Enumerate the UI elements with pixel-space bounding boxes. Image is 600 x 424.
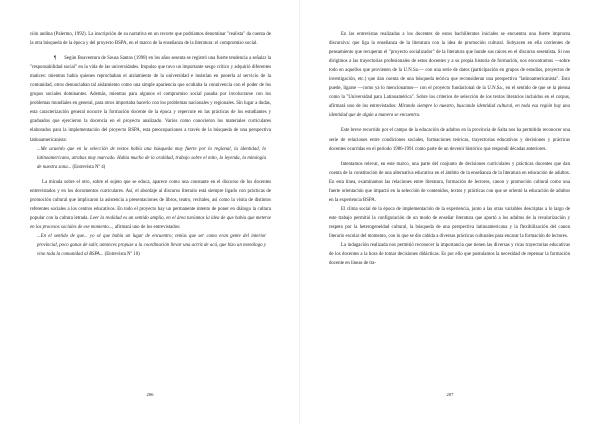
paragraph: ción andina (Palermo, 1992). La inscripción de su narrativa en un recorte que podríamos denominar "realista" da cuenta de la otra búsqueda de la época y del proyecto BSPA, en el marco de la enseñanza de la literatura: el compromiso social. bbox=[30, 32, 271, 47]
right-page-body bbox=[329, 30, 570, 268]
citation: (Entrevista Nº 10) bbox=[104, 252, 140, 258]
citation: (Entrevista Nº 4) bbox=[72, 164, 106, 170]
paragraph: Este breve recorrido por el campo de la educación de adultos en la provincia de Salta nos ha permitido reconocer una serie de relaciones entre condiciones sociales, formaciones teóricas, trayectorias educativas y decisiones y prácticas docentes ocurridas en el periodo 1986-1991 como parte de un devenir histórico que respondí décadas anteriores. bbox=[329, 128, 570, 152]
paragraph: La indagación realizada nos permitió reconocer la importancia que tienen las diversas y ricas trayectorias educativas de los docentes a la hora de tomar decisiones didácticas. Es por ello que postulamos la necesidad de repensar la formación docente en líneas de tra- bbox=[329, 243, 570, 267]
block-quote: ...En el sentido de que... yo sé que había un lugar de encuentro; tenías que ser como eran gente del interior provincial, poco ganas de salir, antonces propuse a la coordinación llevar una actriz de acá, que hizo un monólogo y vino toda la comunidad al BSPA... (Entrevista Nº 10) bbox=[37, 233, 266, 258]
page-number: 206 bbox=[146, 392, 154, 397]
paragraph: En las entrevistas realizadas a los docentes de estos bachilleratos iniciales se encuentra una fuerte impronta discursiva: que liga la enseñanza de la literatura con la idea de promoción cultural. Subyacen en ella corrientes de pensamiento que recuperan el "proyecto socializador" de la literatura que hunde sus raíces en el discurso sesentista. Si nos dirigimos a las trayectorias profesionales de estos docentes y a su propia historia de formación, nos encontramos —sobre todo en aquellos que provienen de la U.N.Sa.— con una serie de datos (participación en grupos de estudios, proyectos de investigación, etc.) que dan cuenta de una búsqueda teórica que reconsideran una perspectiva "latinoamericanista". Esto puede, ligarse —como ya lo mencionamos— con el proyecto fundacional de la U.N.Sa., en el sentido de que se la piensa como la "Universidad para Latinoamérica". Sobre los criterios de selección de los textos literarios incluidos en el corpus, afirmará uno de los entrevistados: Mirando siempre lo nuestro, buscando identidad cultural, en toda esa región hay una identidad que de algún a manera se encuentra. bbox=[329, 32, 571, 119]
paragraph: ¶ Según Boaventura de Sousa Santos (1998) en los años sesenta se registró una fuerte tendencia a señalar la "responsabilidad social" en la vida de las universidades. Impulso que tuvo un importante sesgo crítico y adquirió diferentes matices: mientras había quienes reprochaban el aislamiento de la universidad e insistían en ponerla al servicio de la comunidad, otros denunciaban tal aislamiento como una simple apariencia que ocultaba la connivencia con el poder de los grupos sociales dominantes. Además, mientras para algunos el compromiso social pasaba por involucrarse con los problemas mundiales en general, para otros importaba hacerlo con los problemas nacionales y regionales. Sin lugar a dudas, esta caracterización general nocurre la formación docente de la época y repercute en las prácticas de los estudiantes y graduados que ejercieron la docencia en el proyecto analizado. Varios como conocieron los materiales curriculares elaborados para la implementación del proyecto BSPA, esta preocupaciones a través de la búsqueda de una perspectiva latinoamericanista: bbox=[30, 56, 271, 143]
right-page bbox=[300, 0, 600, 424]
block-quote: ...Me acuerdo que en la selección de textos había una búsqueda muy fuerte por lo regional, la identidad, lo latinoamericano, atrabas muy marcado. Había mucho de la oralidad, trabajo sobre el mito, la leyenda, la mitología de nuestra zona... (Entrevista Nº 4) bbox=[37, 146, 266, 170]
paragraph: Intentamos relevar, en este marco, una parte del conjunto de decisiones curriculares y prácticas docentes que dan cuenta de la constitución de una alternativa educativa en el ámbito de la enseñanza de la literatura en educación de adultos. En esta línea, examinamos las relaciones entre literatura, formación de lectores, canon y promoción cultural como una fuerte orientación que impactó en la selección de contenidos, textos y prácticas con que se orientó la educación de adultos en la experiencia BSPA. bbox=[329, 161, 570, 203]
left-page-body bbox=[30, 30, 271, 259]
page-number: 207 bbox=[446, 392, 454, 397]
paragraph-mark-icon: ¶ bbox=[54, 56, 57, 62]
paragraph: El clima social de la época de implementación de la experiencia, junto a las otras variables descriptas a lo largo de este trabajo permitió la configuración de un modo de enseñar literatura que aportó a los adultos de la revalorización y respeto por la heterogeneidad cultural, la búsqueda de una perspectiva latinoamericana y la flexibilización del canon literario escolar del momento, con lo que se dio cabida a diversas prácticas culturales para encarar la formación de lectores. bbox=[329, 206, 570, 239]
paragraph: La mirada sobre el otro, sobre el sujeto que se educa, aparece como una constante en el discurso de los docentes entrevistados y en los documentos curriculares. Así, el abordaje al discurso literario está siempre ligado con prácticas de promoción cultural que implicaron la asistencia a presentaciones de libros, teatro, recitales, así como la visita de distintos referentes sociales a los centros educativos. En todo el proyecto hay un permanente intento de poner en diálogo la cultura popular con la cultura letrada. Leer la realidad es un sentido amplio, en el área tuvíamos la idea de que había que meterse en los procesos sociales de ese momento..., afirmará uno de los entrevistados: bbox=[30, 179, 271, 230]
